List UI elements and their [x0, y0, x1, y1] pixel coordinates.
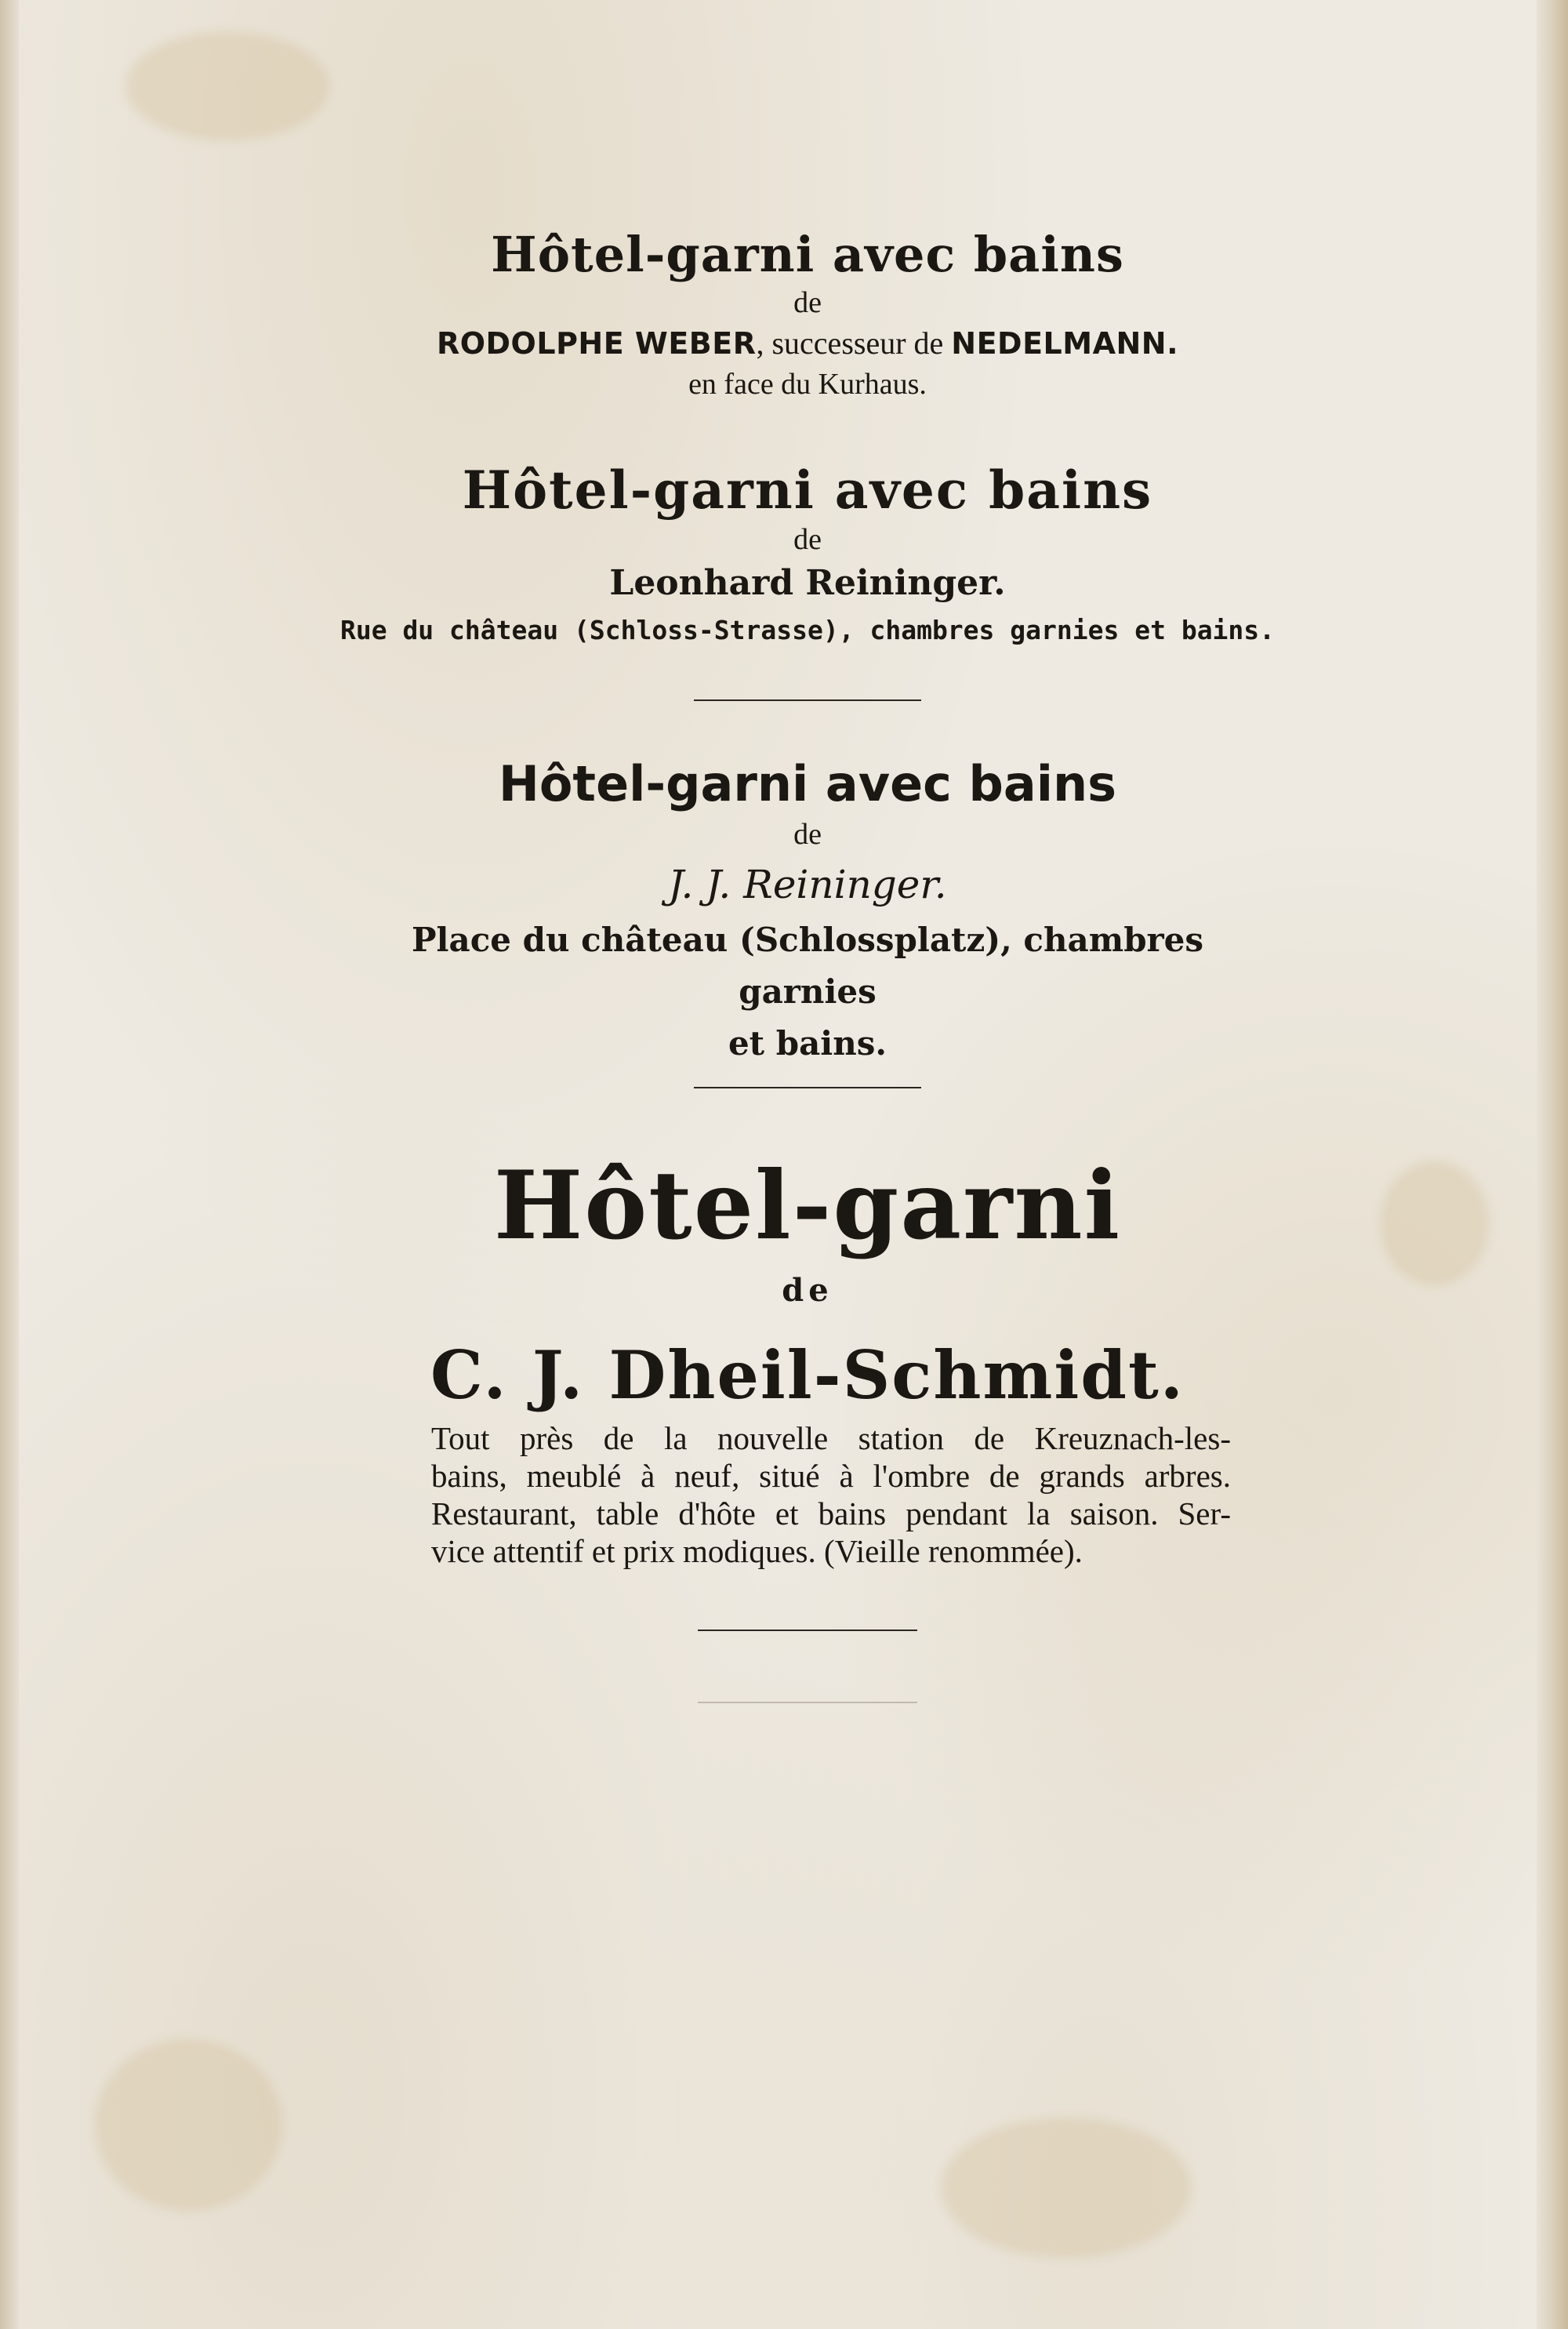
- advert-de: de: [793, 286, 822, 319]
- description-line: Restaurant, table d'hôte et bains pendant la saison. Ser-: [431, 1495, 1231, 1531]
- description-line: bains, meublé à neuf, situé à l'ombre de grands arbres.: [431, 1458, 1231, 1494]
- advert-jj-reininger: [337, 756, 1278, 1070]
- advert-owner: J. J. Reininger.: [668, 862, 947, 907]
- paper-stain: [94, 2039, 282, 2211]
- advert-owner: Leonhard Reininger.: [609, 563, 1006, 603]
- advert-location: en face du Kurhaus.: [688, 368, 927, 401]
- bleed-through-divider: [698, 1702, 917, 1703]
- paper-stain: [941, 2117, 1192, 2258]
- advert-title: Hôtel-garni avec bains: [491, 226, 1124, 283]
- description-line: Tout près de la nouvelle station de Kreuznach-les-: [431, 1420, 1231, 1456]
- page-gutter-left: [0, 0, 19, 2329]
- advert-de: de: [782, 1272, 833, 1309]
- page-edge-right: [1537, 0, 1568, 2329]
- owner-name: RODOLPHE WEBER: [436, 326, 757, 361]
- advert-title: Hôtel-garni avec bains: [498, 755, 1117, 812]
- advert-address-line: Place du château (Schlossplatz), chambres garnies: [411, 921, 1204, 1011]
- advert-title: Hôtel-garni: [493, 1150, 1122, 1261]
- advert-dheil-schmidt: [337, 1151, 1278, 1570]
- advert-leonhard-reininger: [337, 461, 1278, 649]
- advert-owner: C. J. Dheil-Schmidt.: [430, 1336, 1185, 1414]
- advert-address-line: et bains.: [728, 1024, 887, 1063]
- owner-connector: , successeur de: [756, 325, 952, 361]
- advert-title: Hôtel-garni avec bains: [462, 460, 1153, 521]
- advert-de: de: [793, 523, 822, 556]
- advert-weber: [337, 227, 1278, 405]
- advert-address: Rue du château (Schloss-Strasse), chambres garnies et bains.: [339, 615, 1276, 645]
- paper-stain: [125, 31, 329, 141]
- advertisement-column: [337, 227, 1278, 1703]
- paper-stain: [1380, 1161, 1490, 1286]
- owner-predecessor: NEDELMANN.: [951, 326, 1179, 361]
- advert-de: de: [793, 818, 822, 851]
- advert-description: [431, 1419, 1231, 1570]
- advert-owner-line: [337, 323, 1278, 364]
- description-line: vice attentif et prix modiques. (Vieille renommée).: [431, 1533, 1083, 1569]
